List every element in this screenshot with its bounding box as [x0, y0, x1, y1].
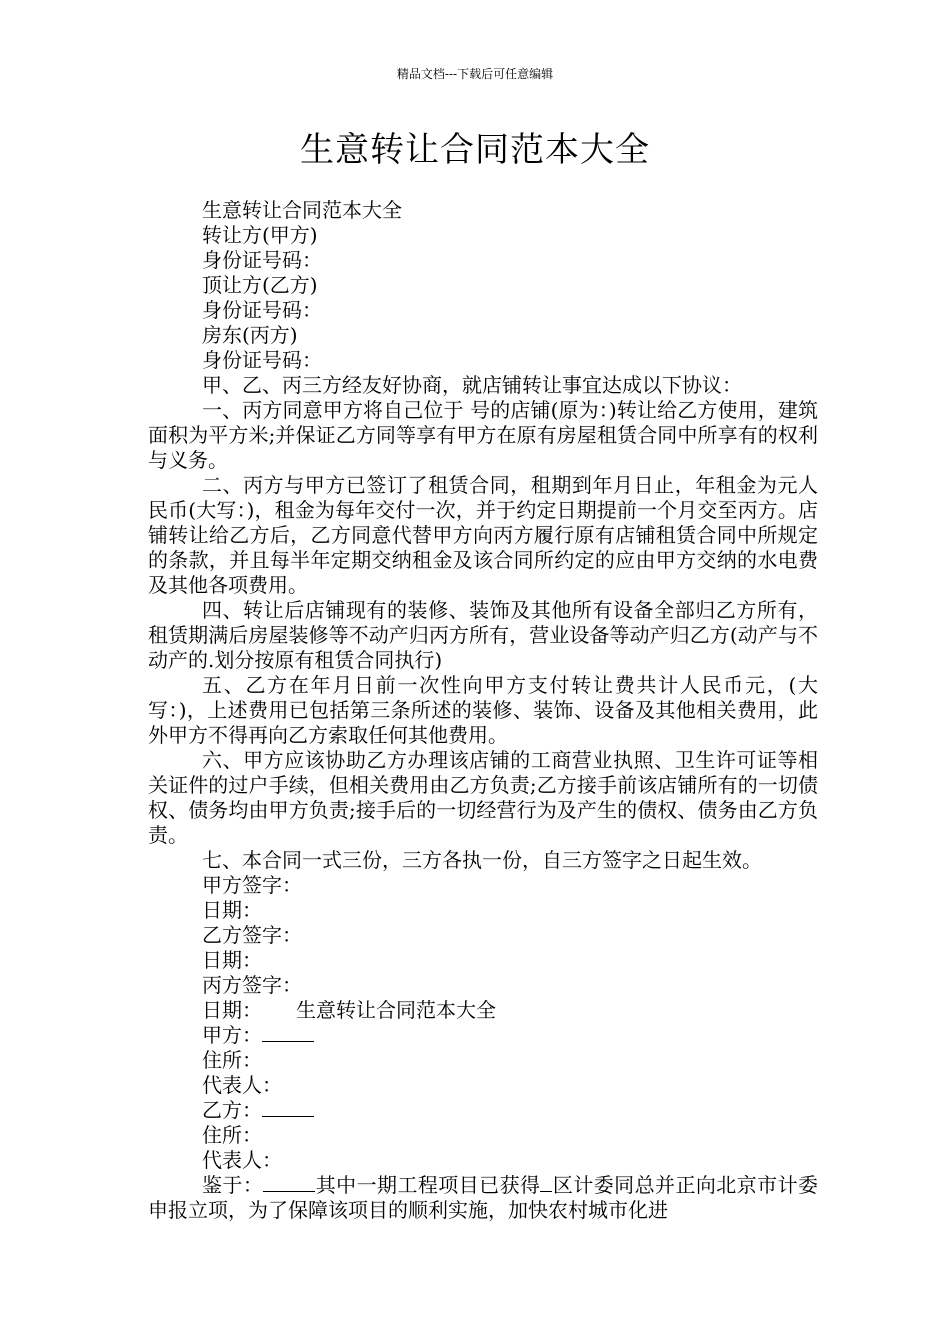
clause-7: 七、本合同一式三份，三方各执一份，自三方签字之日起生效。: [202, 848, 762, 872]
party-a-label: 甲方：: [202, 1023, 262, 1047]
party-b-label: 乙方：: [202, 1098, 262, 1122]
page-header: 精品文档---下载后可任意编辑: [396, 67, 554, 81]
signature-party-a: 甲方签字：: [202, 873, 302, 897]
id-number-line: 身份证号码：: [202, 348, 322, 372]
signature-date: 日期：: [202, 898, 262, 922]
blank-line: [263, 1173, 315, 1192]
whereas-text-2: 区计委同总并正向北京市计委申报立项，为了保障该项目的顺利实施，加快农村城市化进: [148, 1173, 819, 1222]
representative-line: 代表人：: [202, 1148, 282, 1172]
document-title: 生意转让合同范本大全: [300, 130, 650, 170]
id-number-line: 身份证号码：: [202, 298, 322, 322]
agreement-intro: 甲、乙、丙三方经友好协商，就店铺转让事宜达成以下协议：: [202, 373, 742, 397]
address-line: 住所：: [202, 1123, 262, 1147]
second-title: 生意转让合同范本大全: [296, 998, 496, 1022]
landlord-line: 房东(丙方): [202, 323, 298, 347]
clause-6: 六、甲方应该协助乙方办理该店铺的工商营业执照、卫生许可证等相关证件的过户手续，但相关费用由乙方负责;乙方接手前该店铺所有的一切债权、债务均由甲方负责;接手后的一切经营行为及产生的债权、债务由乙方负责。: [148, 748, 818, 847]
party-a-row: [148, 1023, 818, 1048]
clause-4: 四、转让后店铺现有的装修、装饰及其他所有设备全部归乙方所有，租赁期满后房屋装修等不动产归丙方所有，营业设备等动产归乙方(动产与不动产的.划分按原有租赁合同执行): [148, 598, 818, 672]
whereas-label: 鉴于：: [202, 1173, 264, 1197]
whereas-text-1: 其中一期工程项目已获得: [315, 1173, 541, 1197]
signature-party-c: 丙方签字：: [202, 973, 302, 997]
signature-party-b: 乙方签字：: [202, 923, 302, 947]
signature-date: 日期：: [202, 948, 262, 972]
blank-line: [540, 1173, 552, 1192]
blank-line: [262, 1098, 314, 1117]
party-b-row: [148, 1098, 818, 1123]
transferor-line: 转让方(甲方): [202, 223, 318, 247]
document-body: [148, 198, 818, 1223]
representative-line: 代表人：: [202, 1073, 282, 1097]
signature-date-row: [148, 998, 818, 1023]
clause-5: 五、乙方在年月日前一次性向甲方支付转让费共计人民币元，(大写：)，上述费用已包括第三条所述的装修、装饰、设备及其他相关费用，此外甲方不得再向乙方索取任何其他费用。: [148, 673, 818, 747]
blank-line: [262, 1023, 314, 1042]
clause-1: 一、丙方同意甲方将自己位于 号的店铺(原为：)转让给乙方使用，建筑面积为平方米;并保证乙方同等享有甲方在原有房屋租赁合同中所享有的权利与义务。: [148, 398, 818, 472]
subtitle-line: 生意转让合同范本大全: [202, 198, 402, 222]
address-line: 住所：: [202, 1048, 262, 1072]
clause-2: 二、丙方与甲方已签订了租赁合同，租期到年月日止，年租金为元人民币(大写：)，租金为每年交付一次，并于约定日期提前一个月交至丙方。店铺转让给乙方后，乙方同意代替甲方向丙方履行原有店铺租赁合同中所规定的条款，并且每半年定期交纳租金及该合同所约定的应由甲方交纳的水电费及其他各项费用。: [148, 473, 818, 597]
signature-date: 日期：: [202, 998, 262, 1022]
transferee-line: 顶让方(乙方): [202, 273, 318, 297]
whereas-paragraph: [148, 1173, 818, 1223]
id-number-line: 身份证号码：: [202, 248, 322, 272]
